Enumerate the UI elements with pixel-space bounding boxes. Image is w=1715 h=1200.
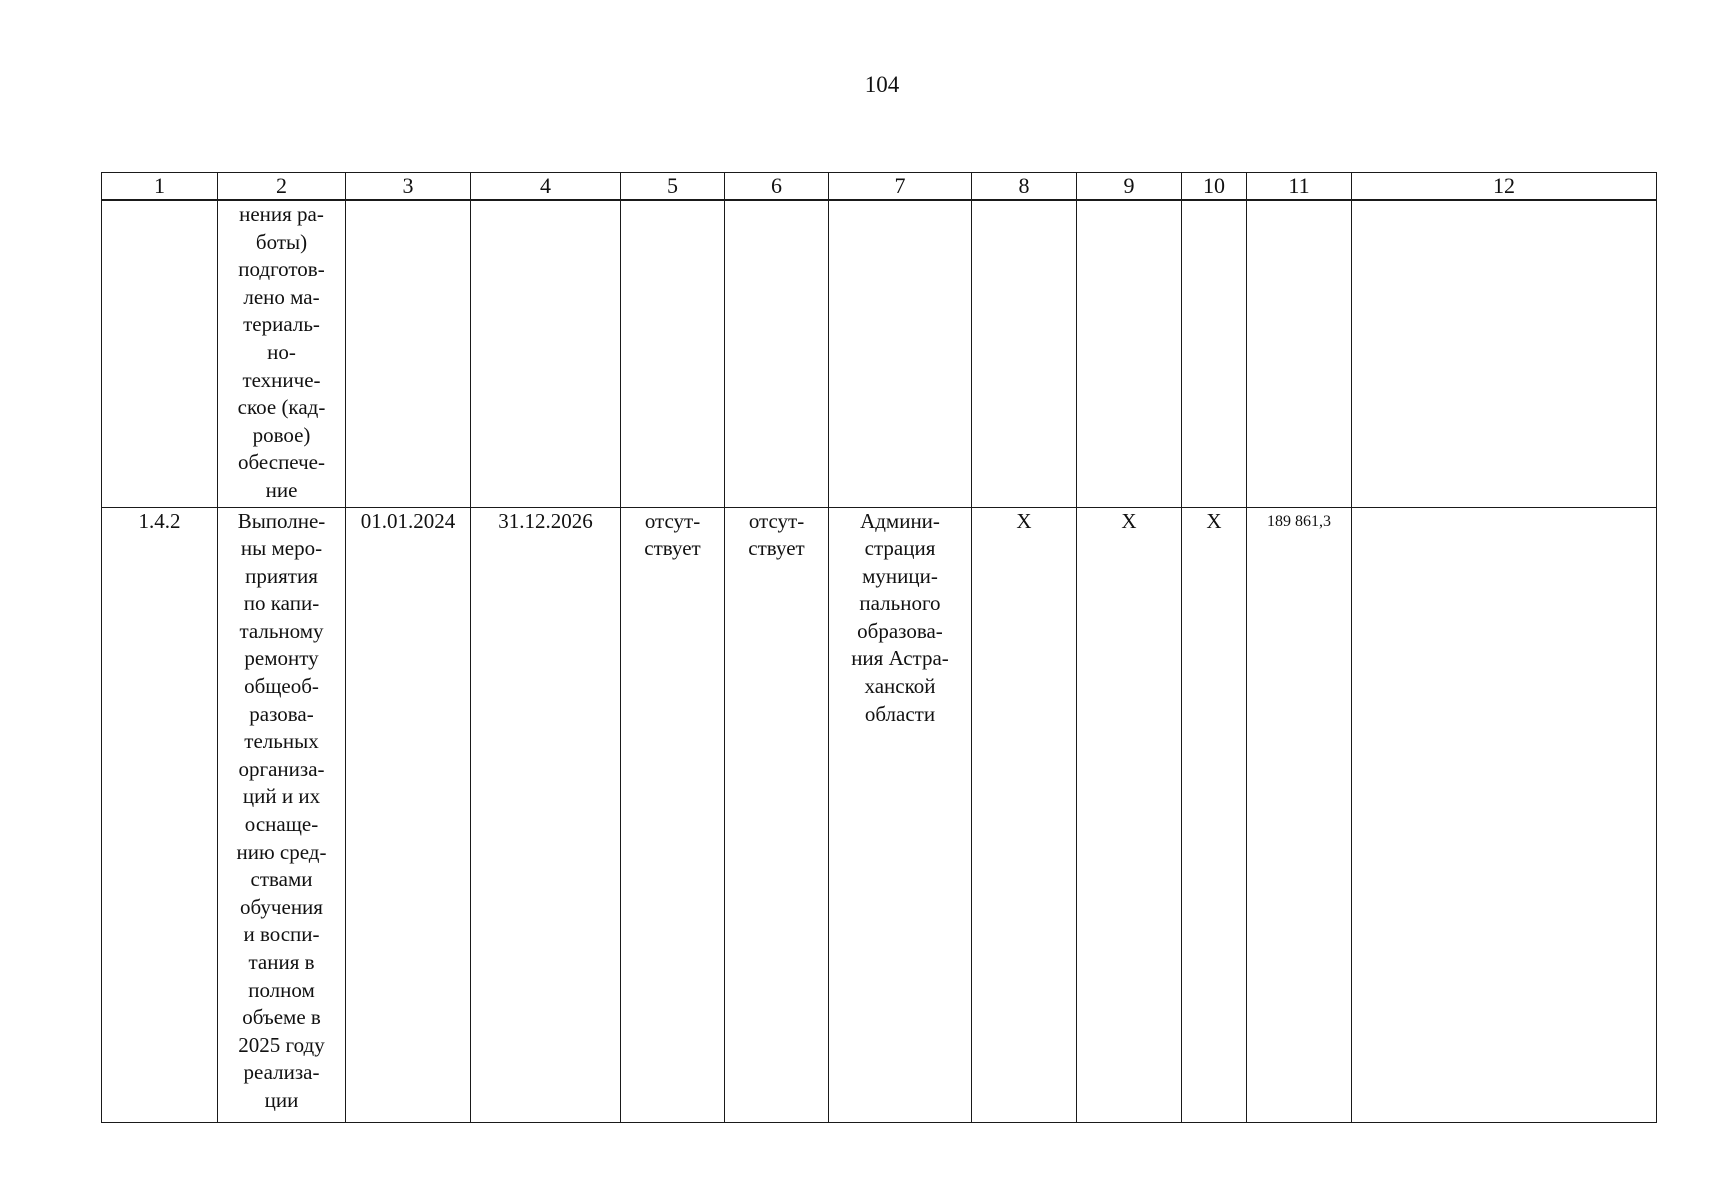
column-number-header: 5: [621, 173, 725, 201]
cell-col9: X: [1077, 507, 1182, 1122]
cell-col10: [1182, 200, 1247, 507]
table-row-continued: [102, 200, 1657, 507]
cell-col12: [1352, 507, 1657, 1122]
cell-number: [102, 200, 218, 507]
column-number-header: 12: [1352, 173, 1657, 201]
cell-number: 1.4.2: [102, 507, 218, 1122]
column-number-header: 8: [972, 173, 1077, 201]
column-number-header: 4: [471, 173, 621, 201]
cell-responsible: [829, 200, 972, 507]
cell-start-date: [346, 200, 471, 507]
cell-result-text: нения ра- боты) подготов- лено ма- териаль- но- техниче- ское (кад- ровое) обеспече- ние: [218, 200, 346, 507]
column-number-header: 2: [218, 173, 346, 201]
column-number-header: 3: [346, 173, 471, 201]
column-number-header: 6: [725, 173, 829, 201]
cell-col6: [725, 200, 829, 507]
cell-result-text: Выполне- ны меро- приятия по капи- тальному ремонту общеоб- разова- тельных организа- ций и их оснаще- нию сред- ствами обучения и воспи- тания в полном объеме в 2025 году реализа- ции: [218, 507, 346, 1122]
page-number: 104: [864, 72, 900, 97]
plan-table: [101, 172, 1657, 1123]
cell-end-date: 31.12.2026: [471, 507, 621, 1122]
column-number-header: 1: [102, 173, 218, 201]
column-number-header: 10: [1182, 173, 1247, 201]
cell-amount: [1247, 200, 1352, 507]
column-number-header: 7: [829, 173, 972, 201]
cell-amount: 189 861,3: [1247, 507, 1352, 1122]
cell-start-date: 01.01.2024: [346, 507, 471, 1122]
column-number-header-row: [102, 173, 1657, 201]
column-number-header: 9: [1077, 173, 1182, 201]
cell-col5: [621, 200, 725, 507]
cell-col6: отсут- ствует: [725, 507, 829, 1122]
column-number-header: 11: [1247, 173, 1352, 201]
cell-responsible: Админи- страция муници- пального образова- ния Астра- ханской области: [829, 507, 972, 1122]
cell-col8: X: [972, 507, 1077, 1122]
cell-col12: [1352, 200, 1657, 507]
cell-end-date: [471, 200, 621, 507]
cell-col5: отсут- ствует: [621, 507, 725, 1122]
table-row-1-4-2: [102, 507, 1657, 1122]
cell-col8: [972, 200, 1077, 507]
cell-col9: [1077, 200, 1182, 507]
cell-col10: X: [1182, 507, 1247, 1122]
